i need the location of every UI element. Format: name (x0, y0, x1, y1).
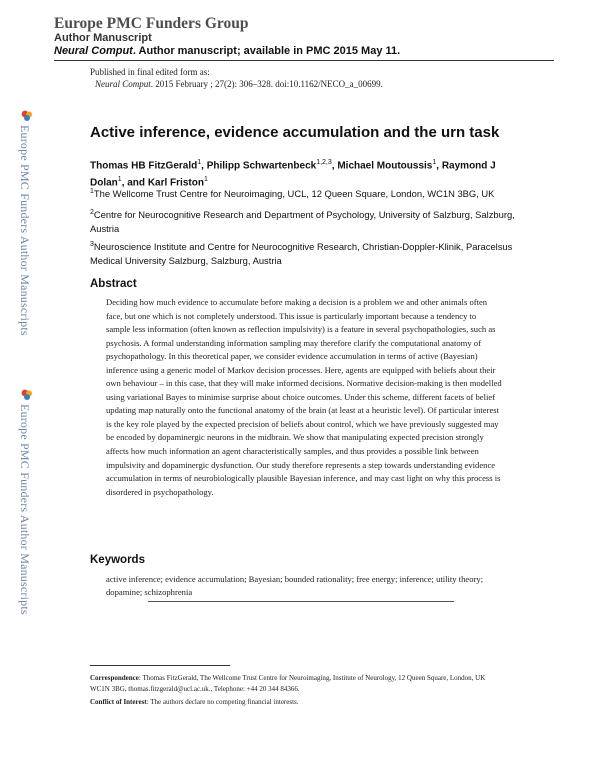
author-affiliation-ref: 1 (117, 176, 122, 184)
author-affiliation-ref: 1 (203, 176, 208, 184)
author-affiliation-ref: 1 (197, 159, 202, 166)
affiliation-text: The Wellcome Trust Centre for Neuroimaging, UCL, 12 Queen Square, London, WC1N 3BG, UK (93, 188, 495, 200)
affiliation-number: 3 (90, 241, 94, 248)
correspondence-label: Correspondence (90, 674, 139, 682)
article-title: Active inference, evidence accumulation and the urn task (90, 124, 500, 141)
abstract-heading: Abstract (90, 278, 137, 290)
conflict-note (90, 697, 490, 708)
affiliation-number: 1 (90, 188, 94, 195)
affiliation (90, 238, 530, 268)
affiliation-text: Neuroscience Institute and Centre for Neurocognitive Research, Christian-Doppler-Klinik, Paracelsus Medical University Salzburg, Salzburg, Austria (90, 241, 513, 267)
author-separator: , (436, 160, 442, 172)
keywords-heading: Keywords (90, 554, 145, 566)
affiliation-text: Centre for Neurocognitive Research and Department of Psychology, University of Salzburg, Salzburg, Austria (90, 209, 515, 235)
funder-group-title: Europe PMC Funders Group (54, 15, 249, 32)
abstract-body: Deciding how much evidence to accumulate before making a decision is a problem we and other animals often face, but one which is not completely understood. This issue is particularly important because a tendency to sample less information (often known as reflection impulsivity) is a feature in several psychopathologies, such as psychosis. A formal understanding information sampling may therefore clarify the computational anatomy of psychopathology. In this theoretical paper, we consider evidence accumulation in terms of active (Bayesian) inference using a generic model of Markov decision processes. Here, agents are equipped with beliefs about their own behaviour – in this case, that they will make informed decisions. Normative decision-making is then modelled using variational Bayes to minimise surprise about choice outcomes. Under this scheme, different facets of belief updating map naturally onto the functional anatomy of the brain (at least at a heuristic level). Of particular interest is the key role played by the expected precision of beliefs about control, which we have previously suggested may be encoded by dopaminergic neurons in the midbrain. We show that manipulating expected precision strongly affects how much information an agent characteristically samples, and thus provides a possible link between impulsivity and dopaminergic dysfunction. Our study therefore represents a step towards understanding evidence accumulation in terms of neurobiologically plausible Bayesian inference, and may cast light on why this process is disordered in psychopathology. (106, 297, 502, 497)
header-rule-top (54, 60, 554, 61)
sidebar-banner-top: Europe PMC Funders Author Manuscripts (18, 125, 32, 336)
journal-availability (54, 45, 400, 57)
published-note: Published in final edited form as: (90, 67, 210, 77)
author-separator: , and (121, 177, 148, 189)
europe-pmc-logo-icon (21, 110, 33, 122)
author-affiliation-ref: 1 (432, 159, 437, 166)
europe-pmc-logo-icon (21, 389, 33, 401)
conflict-text: : The authors declare no competing financial interests. (146, 698, 299, 706)
author-separator: , (201, 160, 207, 172)
affiliation (90, 206, 530, 236)
keywords-list: active inference; evidence accumulation; Bayesian; bounded rationality; free energy; inference; utility theory; dopamine; schizophrenia (106, 574, 484, 597)
citation (95, 79, 383, 89)
author-name[interactable]: Thomas HB FitzGerald (90, 160, 198, 172)
author-separator: , (331, 160, 338, 172)
correspondence-note (90, 673, 490, 695)
affiliation-number: 2 (90, 209, 94, 216)
author-name[interactable]: Philipp Schwartenbeck (206, 160, 317, 172)
author-name[interactable]: Raymond J Dolan (90, 160, 496, 189)
author-name[interactable]: Karl Friston (147, 177, 204, 189)
sidebar-banner-bottom: Europe PMC Funders Author Manuscripts (18, 404, 32, 615)
author-name[interactable]: Michael Moutoussis (337, 160, 433, 172)
author-affiliation-ref: 1,2,3 (316, 159, 332, 166)
conflict-label: Conflict of Interest (90, 698, 147, 706)
affiliation (90, 185, 530, 201)
citation-journal: Neural Comput (95, 79, 151, 89)
correspondence-text: : Thomas FitzGerald, The Wellcome Trust Centre for Neuroimaging, Institute of Neurology, 12 Queen Square, London, UK WC1N 3BG, thomas.fitzgerald@ucl.ac.uk., Telephone: +44 20 344 84366. (90, 674, 486, 693)
footnote-rule (90, 665, 230, 666)
section-divider (148, 601, 454, 602)
journal-abbrev: Neural Comput (54, 45, 133, 57)
citation-details: . 2015 February ; 27(2): 306–328. doi:10.1162/NECO_a_00699. (150, 79, 383, 89)
availability-text: . Author manuscript; available in PMC 2015 May 11. (132, 45, 401, 57)
manuscript-type: Author Manuscript (54, 32, 152, 44)
